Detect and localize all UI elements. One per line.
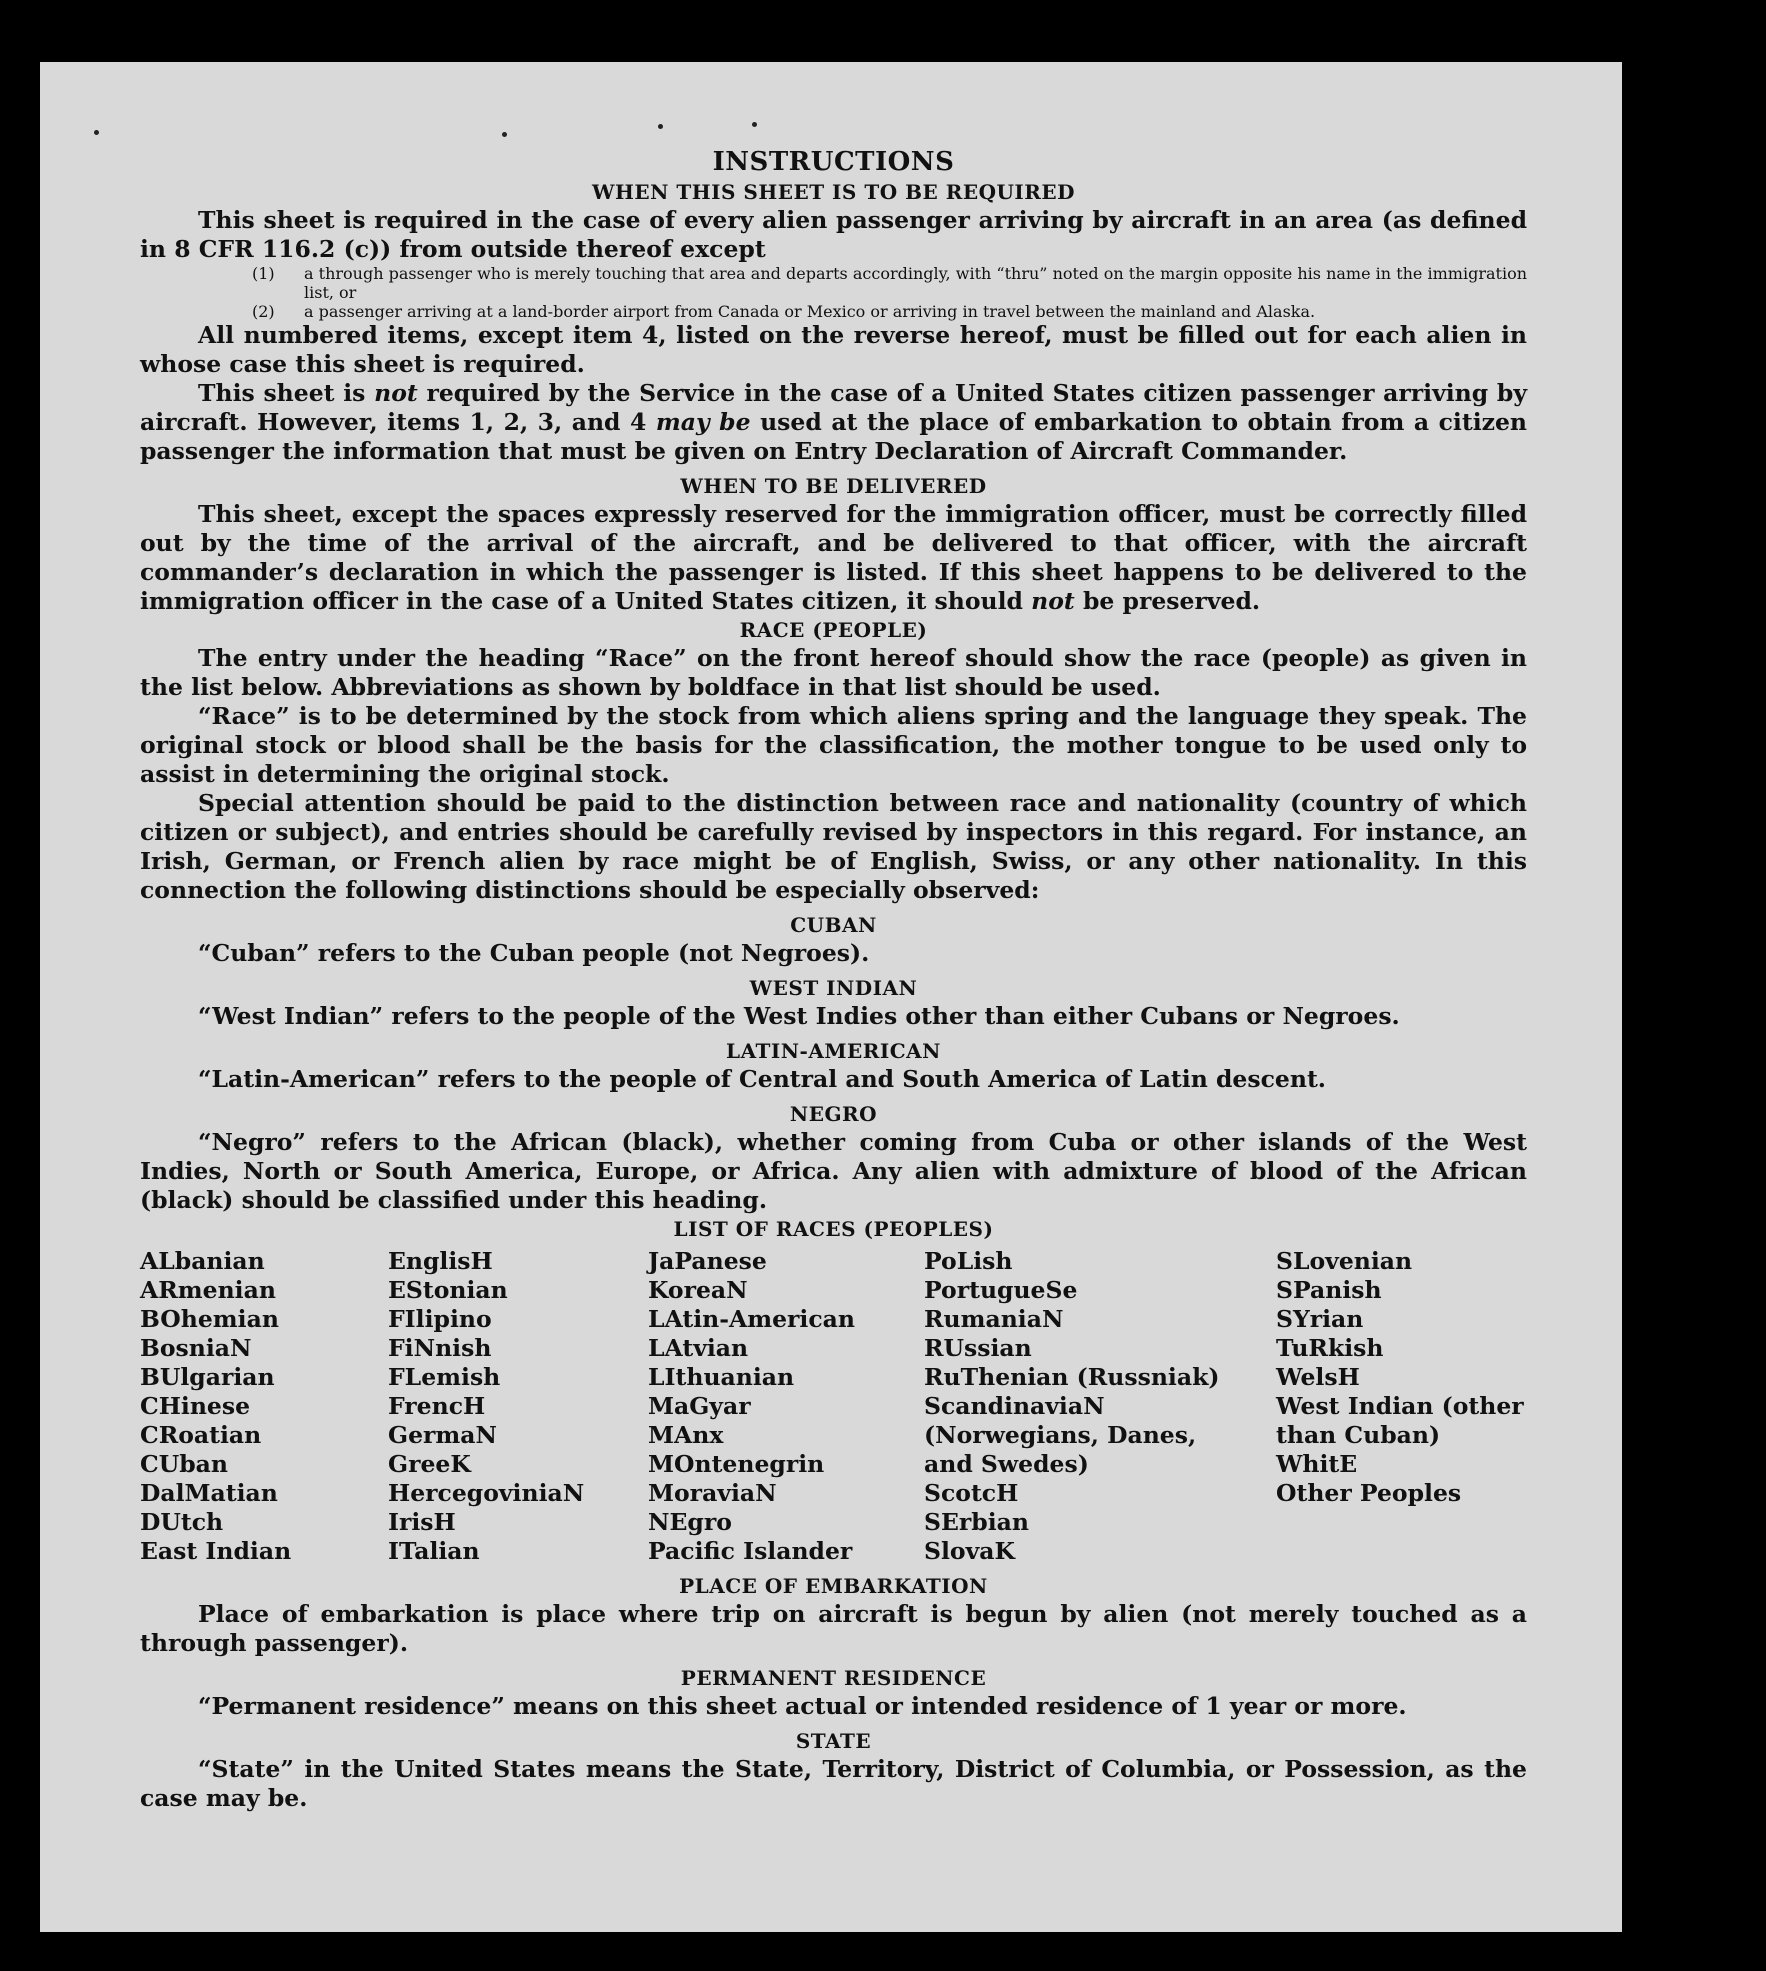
item-text: a passenger arriving at a land-border airport from Canada or Mexico or arriving in travel between the mainland and Alaska. xyxy=(304,302,1316,321)
race-item: RumaniaN xyxy=(924,1305,1064,1333)
section-heading-delivered: WHEN TO BE DELIVERED xyxy=(680,474,987,498)
race-item: MAnx xyxy=(648,1421,724,1449)
delivered-paragraph: This sheet, except the spaces expressly reserved for the immigration officer, must be correctly filled out by the time of the arrival of the aircraft, and be delivered to that officer, with the aircraft commander’s declaration in which the passenger is listed. If this sheet happens to be delivered to the immigration officer in the case of a United States citizen, it should not be preserved. xyxy=(140,500,1527,615)
speck xyxy=(502,132,507,137)
instructions-text xyxy=(140,146,1527,1813)
race-item: LIthuanian xyxy=(648,1363,795,1391)
section-heading-negro: NEGRO xyxy=(789,1102,878,1126)
residence-definition: “Permanent residence” means on this sheet actual or intended residence of 1 year or more. xyxy=(198,1692,1407,1720)
section-heading-embarkation: PLACE OF EMBARKATION xyxy=(679,1574,988,1598)
race-item: WelsH xyxy=(1276,1363,1360,1391)
latin-american-definition: “Latin-American” refers to the people of Central and South America of Latin descent. xyxy=(198,1065,1326,1093)
race-item: SErbian xyxy=(924,1508,1029,1536)
negro-definition: “Negro” refers to the African (black), whether coming from Cuba or other islands of the West Indies, North or South America, Europe, or Africa. Any alien with admixture of blood of the African (black) should be classified under this heading. xyxy=(140,1128,1527,1214)
race-item: FiNnish xyxy=(388,1334,492,1362)
races-column-3 xyxy=(648,1247,924,1566)
race-item: JaPanese xyxy=(648,1247,767,1275)
section-heading-list-of-races: LIST OF RACES (PEOPLES) xyxy=(673,1217,994,1241)
race-item: DalMatian xyxy=(140,1479,278,1507)
race-item: ScotcH xyxy=(924,1479,1019,1507)
race-item: KoreaN xyxy=(648,1276,748,1304)
item-text: a through passenger who is merely touching that area and departs accordingly, with “thru” noted on the margin opposite his name in the immigration list, or xyxy=(304,264,1527,302)
race-item: CUban xyxy=(140,1450,228,1478)
race-item: EStonian xyxy=(388,1276,508,1304)
section-heading-west-indian: WEST INDIAN xyxy=(749,976,918,1000)
embarkation-definition: Place of embarkation is place where trip on aircraft is begun by alien (not merely touched as a through passenger). xyxy=(140,1600,1527,1657)
races-column-4 xyxy=(924,1247,1276,1566)
required-paragraph-3: This sheet is not required by the Service in the case of a United States citizen passenger arriving by aircraft. However, items 1, 2, 3, and 4 may be used at the place of embarkation to obtain from a citizen passenger the information that must be given on Entry Declaration of Aircraft Commander. xyxy=(140,379,1528,465)
page-title: INSTRUCTIONS xyxy=(712,147,955,177)
race-item: East Indian xyxy=(140,1537,292,1565)
speck xyxy=(658,124,663,129)
race-item: SPanish xyxy=(1276,1276,1382,1304)
races-column-1 xyxy=(140,1247,388,1566)
race-item: West Indian (other than Cuban) xyxy=(1276,1392,1524,1449)
exception-item-2 xyxy=(252,302,1527,321)
document-page xyxy=(40,62,1622,1932)
race-item: PoLish xyxy=(924,1247,1013,1275)
section-heading-latin-american: LATIN-AMERICAN xyxy=(726,1039,941,1063)
race-item: GermaN xyxy=(388,1421,497,1449)
race-paragraph-2: “Race” is to be determined by the stock from which aliens spring and the language they speak. The original stock or blood shall be the basis for the classification, the mother tongue to be used only to assist in determining the original stock. xyxy=(140,702,1527,788)
race-item: ALbanian xyxy=(140,1247,265,1275)
races-column-5 xyxy=(1276,1247,1527,1566)
race-item: CRoatian xyxy=(140,1421,262,1449)
race-item: HercegoviniaN xyxy=(388,1479,585,1507)
speck xyxy=(94,130,99,135)
section-heading-residence: PERMANENT RESIDENCE xyxy=(680,1666,987,1690)
race-item: LAtin-American xyxy=(648,1305,855,1333)
race-item: IrisH xyxy=(388,1508,456,1536)
race-item: FIlipino xyxy=(388,1305,492,1333)
race-item: MoraviaN xyxy=(648,1479,777,1507)
section-heading-required: WHEN THIS SHEET IS TO BE REQUIRED xyxy=(592,180,1075,204)
race-item: FrencH xyxy=(388,1392,486,1420)
race-paragraph-3: Special attention should be paid to the distinction between race and nationality (country of which citizen or subject), and entries should be carefully revised by inspectors in this regard. For instance, an Irish, German, or French alien by race might be of English, Swiss, or any other nationality. In this connection the following distinctions should be especially observed: xyxy=(140,789,1527,904)
race-item: MOntenegrin xyxy=(648,1450,825,1478)
item-number: (2) xyxy=(252,302,275,321)
race-item: MaGyar xyxy=(648,1392,751,1420)
speck xyxy=(752,122,757,127)
race-item: ARmenian xyxy=(140,1276,276,1304)
race-item: BosniaN xyxy=(140,1334,252,1362)
race-item: SLovenian xyxy=(1276,1247,1413,1275)
race-item: GreeK xyxy=(388,1450,471,1478)
race-item: Other Peoples xyxy=(1276,1479,1462,1507)
race-item: ScandinaviaN (Norwegians, Danes, and Swedes) xyxy=(924,1392,1197,1478)
race-item: LAtvian xyxy=(648,1334,749,1362)
race-item: FLemish xyxy=(388,1363,501,1391)
required-paragraph-2: All numbered items, except item 4, listed on the reverse hereof, must be filled out for each alien in whose case this sheet is required. xyxy=(140,321,1527,378)
cuban-definition: “Cuban” refers to the Cuban people (not Negroes). xyxy=(198,939,870,967)
race-item: RUssian xyxy=(924,1334,1032,1362)
race-item: BOhemian xyxy=(140,1305,279,1333)
race-item: TuRkish xyxy=(1276,1334,1384,1362)
races-list xyxy=(140,1247,1527,1566)
race-item: DUtch xyxy=(140,1508,224,1536)
section-heading-state: STATE xyxy=(795,1729,872,1753)
section-heading-cuban: CUBAN xyxy=(790,913,877,937)
race-item: PortugueSe xyxy=(924,1276,1078,1304)
race-item: SlovaK xyxy=(924,1537,1015,1565)
race-item: ITalian xyxy=(388,1537,480,1565)
race-item: RuThenian (Russniak) xyxy=(924,1363,1220,1391)
race-paragraph-1: The entry under the heading “Race” on the front hereof should show the race (people) as given in the list below. Abbreviations as shown by boldface in that list should be used. xyxy=(140,644,1527,701)
race-item: CHinese xyxy=(140,1392,251,1420)
item-number: (1) xyxy=(252,264,275,283)
exception-item-1 xyxy=(252,264,1527,302)
race-item: SYrian xyxy=(1276,1305,1364,1333)
race-item: NEgro xyxy=(648,1508,732,1536)
required-paragraph-1: This sheet is required in the case of every alien passenger arriving by aircraft in an area (as defined in 8 CFR 116.2 (c)) from outside thereof except xyxy=(140,206,1527,263)
race-item: EnglisH xyxy=(388,1247,493,1275)
race-item: Pacific Islander xyxy=(648,1537,853,1565)
races-column-2 xyxy=(388,1247,648,1566)
section-heading-race: RACE (PEOPLE) xyxy=(739,618,928,642)
west-indian-definition: “West Indian” refers to the people of the West Indies other than either Cubans or Negroes. xyxy=(198,1002,1400,1030)
state-definition: “State” in the United States means the State, Territory, District of Columbia, or Possession, as the case may be. xyxy=(140,1755,1527,1812)
race-item: WhitE xyxy=(1276,1450,1358,1478)
race-item: BUlgarian xyxy=(140,1363,275,1391)
